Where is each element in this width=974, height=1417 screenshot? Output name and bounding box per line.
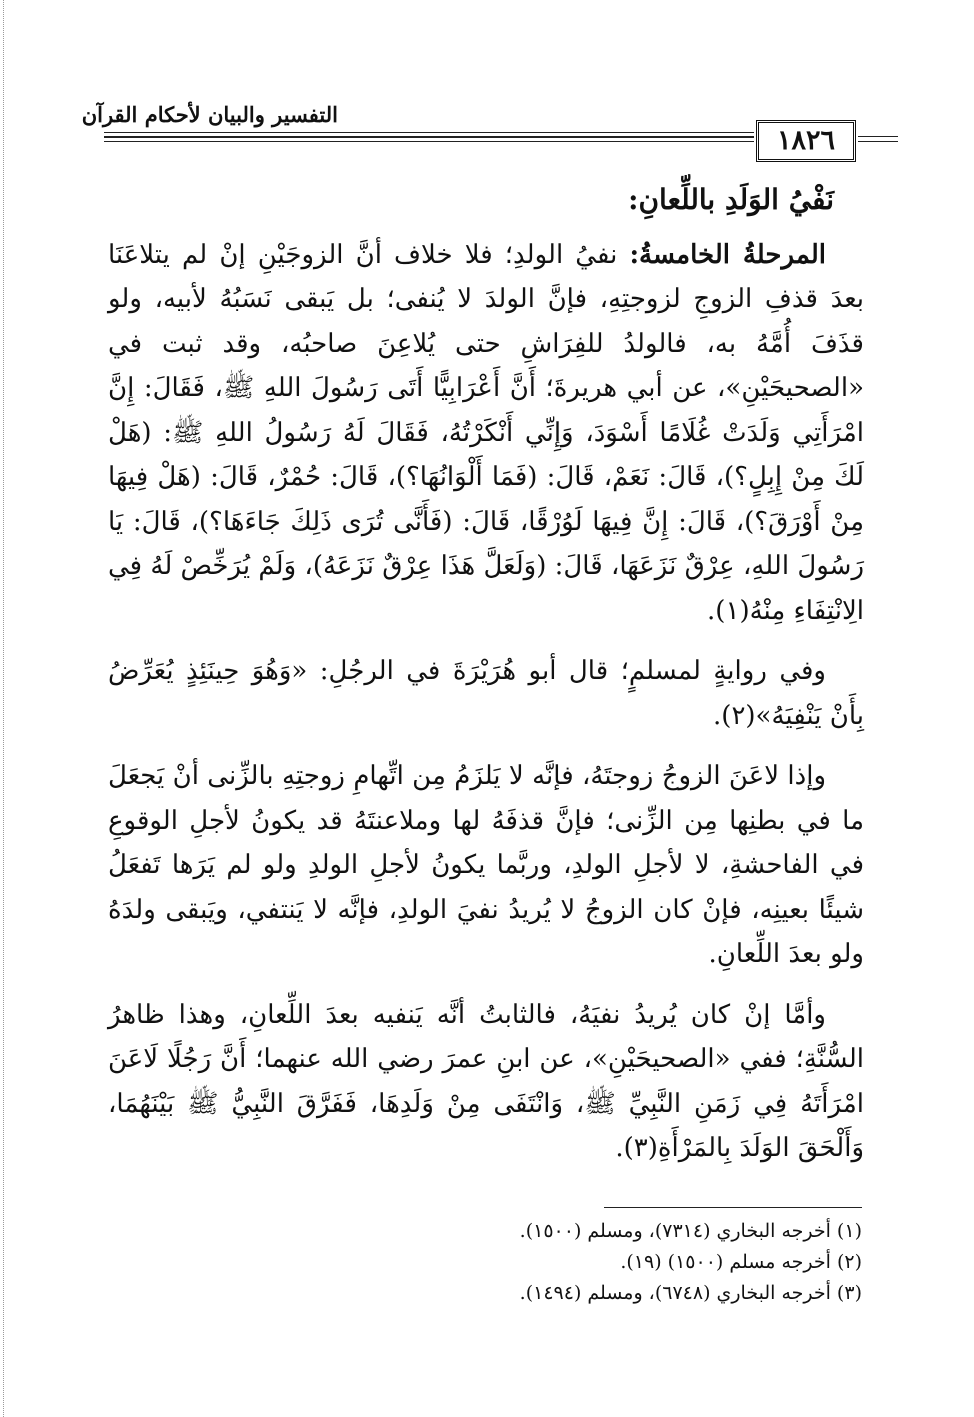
paragraph (108, 754, 864, 977)
paragraph-text: وإذا لاعَنَ الزوجُ زوجتَهُ، فإنَّه لا يَلزَمُ مِن اتِّهامِ زوجتِهِ بالزِّنى أنْ يَجعَلَ ما في بطنِها مِن الزِّنى؛ فإنَّ قذفَهُ لها وملاعنتَهُ قد يكونُ لأجلِ الوقوعِ في الفاحشةِ، لا لأجلِ الولدِ، وربَّما يكونُ لأجلِ الولدِ ولو لم يَرَها تَفعَلُ شيئًا بعينِه، فإنْ كان الزوجُ لا يُريدُ نفيَ الولدِ، فإنَّه لا يَنتفي، ويَبقى ولدَهُ ولو بعدَ اللِّعانِ. (108, 761, 864, 969)
paragraph-text: وفي روايةٍ لمسلمٍ؛ قال أبو هُرَيْرَةَ في الرجُلِ: «وَهُوَ حِينَئِذٍ يُعَرِّضُ بِأَنْ يَنْفِيَهُ»(٢). (108, 656, 864, 731)
footnotes (300, 1216, 862, 1309)
paragraph (108, 649, 864, 738)
footnote-divider (604, 1207, 862, 1208)
footnote: (١) أخرجه البخاري (٧٣١٤)، ومسلم (١٥٠٠). (519, 1220, 862, 1242)
header-rule (858, 136, 898, 137)
paragraph (108, 233, 864, 634)
paragraph (108, 993, 864, 1171)
main-text (108, 178, 864, 1187)
header-rule (104, 132, 754, 133)
paragraph-text: وأمَّا إنْ كان يُريدُ نفيَهُ، فالثابتُ أنَّه يَنفيه بعدَ اللِّعانِ، وهذا ظاهرُ السُّنَّةِ؛ ففي «الصحيحَيْنِ»، عن ابنِ عمرَ رضي الله عنهما؛ أَنَّ رَجُلًا لَاعَنَ امْرَأَتَهُ فِي زَمَنِ النَّبِيِّ ﷺ، وَانْتَفَى مِنْ وَلَدِهَا، فَفَرَّقَ النَّبِيُّ ﷺ بَيْنَهُمَا، وَأَلْحَقَ الوَلَدَ بِالمَرْأَةِ(٣). (108, 999, 864, 1163)
footnote: (٢) أخرجه مسلم (١٥٠٠) (١٩). (620, 1251, 862, 1273)
running-title: التفسير والبيان لأحكام القرآن (81, 102, 338, 127)
header-rule (858, 141, 898, 142)
header-rule (104, 136, 754, 138)
header-rule (104, 141, 754, 142)
section-heading: نَفْيُ الوَلَدِ باللِّعانِ: (628, 183, 834, 216)
paragraph-lead: المرحلةُ الخامسةُ: (629, 239, 827, 270)
footnote: (٣) أخرجه البخاري (٦٧٤٨)، ومسلم (١٤٩٤). (519, 1282, 862, 1304)
scan-edge-line (3, 0, 4, 1417)
page-number: ١٨٢٦ (756, 120, 856, 162)
paragraph-text: نفيُ الولدِ؛ فلا خلاف أنَّ الزوجَيْنِ إنْ لم يتلاعَنَا بعدَ قذفِ الزوجِ لزوجتِهِ، فإنَّ الولدَ لا يُنفى؛ بل يَبقى نَسَبُهُ لأبيه، ولو قذَفَ أُمَّهُ به، فالولدُ للفِرَاشِ حتى يُلاعِنَ صاحبُه، وقد ثبت في «الصحيحَيْنِ»، عن أبي هريرةَ؛ أَنَّ أَعْرَابِيًّا أَتَى رَسُولَ اللهِ ﷺ، فَقَالَ: إِنَّ امْرَأَتِي وَلَدَتْ غُلَامًا أَسْوَدَ، وَإِنِّي أَنْكَرْتُهُ، فَقَالَ لَهُ رَسُولُ اللهِ ﷺ: (هَلْ لَكَ مِنْ إِبِلٍ؟)، قَالَ: نَعَمْ، قَالَ: (فَمَا أَلْوَانُهَا؟)، قَالَ: حُمْرٌ، قَالَ: (هَلْ فِيهَا مِنْ أَوْرَقَ؟)، قَالَ: إِنَّ فِيهَا لَوُرْقًا، قَالَ: (فَأَنَّى تُرَى ذَلِكَ جَاءَهَا؟)، قَالَ: يَا رَسُولَ اللهِ، عِرْقٌ نَزَعَهَا، قَالَ: (وَلَعَلَّ هَذَا عِرْقٌ نَزَعَهُ)، وَلَمْ يُرَخِّصْ لَهُ فِي الِانْتِفَاءِ مِنْهُ(١). (108, 239, 865, 626)
